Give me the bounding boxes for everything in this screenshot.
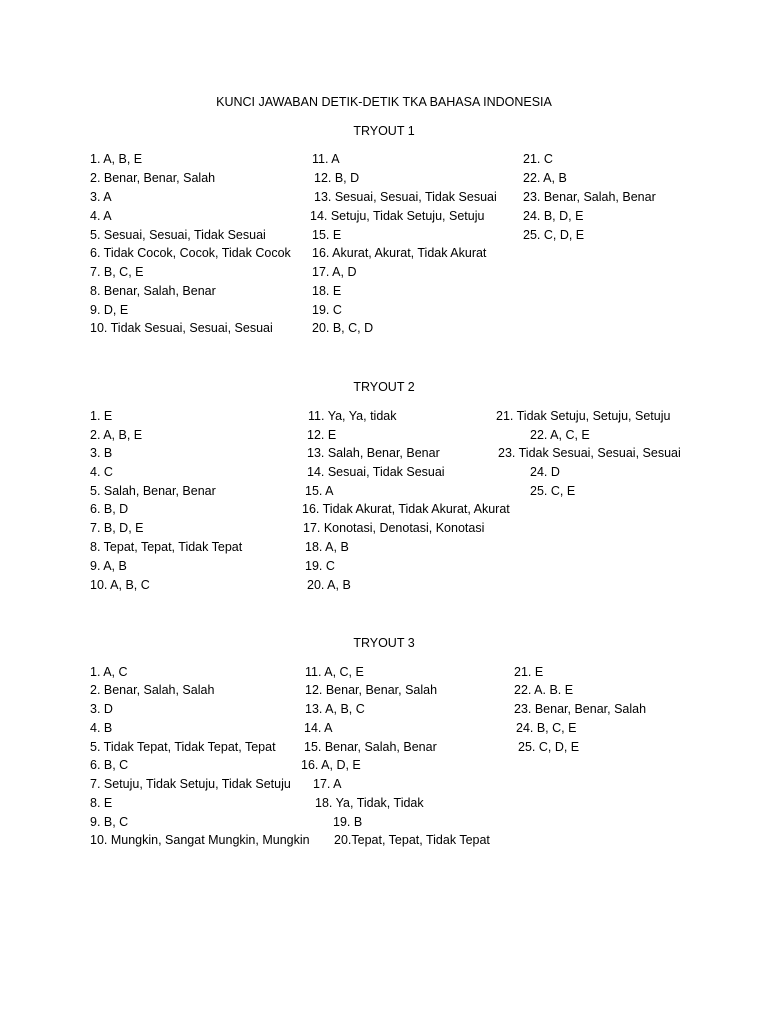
- tryout-3-answer-19: 19. B: [333, 815, 363, 829]
- tryout-3-answer-23: 23. Benar, Benar, Salah: [514, 702, 647, 716]
- tryout-1-answer-19: 19. C: [312, 303, 342, 317]
- tryout-1-answer-3: 3. A: [90, 190, 112, 204]
- tryout-2-answer-21: 21. Tidak Setuju, Setuju, Setuju: [496, 409, 671, 423]
- tryout-3-answer-10: 10. Mungkin, Sangat Mungkin, Mungkin: [90, 833, 310, 847]
- tryout-2-answer-6: 6. B, D: [90, 502, 129, 516]
- tryout-3-answer-13: 13. A, B, C: [305, 702, 365, 716]
- tryout-2-answer-1: 1. E: [90, 409, 113, 423]
- tryout-2-answer-17: 17. Konotasi, Denotasi, Konotasi: [303, 521, 485, 535]
- tryout-1-answer-8: 8. Benar, Salah, Benar: [90, 284, 216, 298]
- tryout-1-answer-15: 15. E: [312, 228, 342, 242]
- tryout-1-answer-10: 10. Tidak Sesuai, Sesuai, Sesuai: [90, 321, 273, 335]
- tryout-2-answer-20: 20. A, B: [307, 578, 351, 592]
- tryout-1-answer-14: 14. Setuju, Tidak Setuju, Setuju: [310, 209, 485, 223]
- tryout-3-answer-22: 22. A. B. E: [514, 683, 574, 697]
- tryout-1-answer-20: 20. B, C, D: [312, 321, 374, 335]
- tryout-3-answer-14: 14. A: [304, 721, 333, 735]
- tryout-1-answer-9: 9. D, E: [90, 303, 129, 317]
- tryout-2-answer-18: 18. A, B: [305, 540, 349, 554]
- tryout-1-answer-11: 11. A: [312, 152, 340, 166]
- tryout-3-answer-20: 20.Tepat, Tepat, Tidak Tepat: [334, 833, 490, 847]
- tryout-3-answer-16: 16. A, D, E: [301, 758, 361, 772]
- tryout-1-answer-18: 18. E: [312, 284, 342, 298]
- tryout-2-answer-2: 2. A, B, E: [90, 428, 143, 442]
- tryout-1-answer-1: 1. A, B, E: [90, 152, 143, 166]
- tryout-3-answer-8: 8. E: [90, 796, 113, 810]
- tryout-3-answer-1: 1. A, C: [90, 665, 128, 679]
- tryout-1-answer-5: 5. Sesuai, Sesuai, Tidak Sesuai: [90, 228, 266, 242]
- tryout-2-answer-16: 16. Tidak Akurat, Tidak Akurat, Akurat: [302, 502, 510, 516]
- tryout-1-answer-24: 24. B, D, E: [523, 209, 584, 223]
- tryout-3-answer-5: 5. Tidak Tepat, Tidak Tepat, Tepat: [90, 740, 276, 754]
- tryout-3-answer-2: 2. Benar, Salah, Salah: [90, 683, 215, 697]
- tryout-2-answer-24: 24. D: [530, 465, 560, 479]
- tryout-2-answer-12: 12. E: [307, 428, 337, 442]
- tryout-2-answer-13: 13. Salah, Benar, Benar: [307, 446, 440, 460]
- tryout-3-heading: TRYOUT 3: [353, 636, 415, 650]
- tryout-1-heading: TRYOUT 1: [353, 124, 415, 138]
- tryout-3-answer-7: 7. Setuju, Tidak Setuju, Tidak Setuju: [90, 777, 291, 791]
- tryout-3-answer-18: 18. Ya, Tidak, Tidak: [315, 796, 424, 810]
- tryout-3-answer-6: 6. B, C: [90, 758, 129, 772]
- tryout-1-answer-6: 6. Tidak Cocok, Cocok, Tidak Cocok: [90, 246, 291, 260]
- tryout-2-answer-25: 25. C, E: [530, 484, 576, 498]
- tryout-3-answer-12: 12. Benar, Benar, Salah: [305, 683, 438, 697]
- tryout-1-answer-17: 17. A, D: [312, 265, 357, 279]
- tryout-1-answer-22: 22. A, B: [523, 171, 567, 185]
- tryout-1-answer-21: 21. C: [523, 152, 553, 166]
- tryout-2-answer-7: 7. B, D, E: [90, 521, 144, 535]
- tryout-3-answer-24: 24. B, C, E: [516, 721, 577, 735]
- tryout-3-answer-11: 11. A, C, E: [305, 665, 364, 679]
- tryout-2-answer-4: 4. C: [90, 465, 113, 479]
- tryout-1-answer-16: 16. Akurat, Akurat, Tidak Akurat: [312, 246, 487, 260]
- tryout-3-answer-17: 17. A: [313, 777, 342, 791]
- document-title: KUNCI JAWABAN DETIK-DETIK TKA BAHASA INDONESIA: [216, 95, 552, 109]
- tryout-2-answer-5: 5. Salah, Benar, Benar: [90, 484, 216, 498]
- tryout-1-answer-25: 25. C, D, E: [523, 228, 585, 242]
- tryout-3-answer-9: 9. B, C: [90, 815, 129, 829]
- tryout-2-answer-15: 15. A: [305, 484, 334, 498]
- tryout-3-answer-4: 4. B: [90, 721, 113, 735]
- tryout-3-answer-15: 15. Benar, Salah, Benar: [304, 740, 437, 754]
- tryout-1-answer-7: 7. B, C, E: [90, 265, 144, 279]
- tryout-1-answer-4: 4. A: [90, 209, 112, 223]
- tryout-1-answer-2: 2. Benar, Benar, Salah: [90, 171, 216, 185]
- tryout-2-answer-3: 3. B: [90, 446, 113, 460]
- tryout-2-answer-8: 8. Tepat, Tepat, Tidak Tepat: [90, 540, 243, 554]
- tryout-1-answer-13: 13. Sesuai, Sesuai, Tidak Sesuai: [314, 190, 497, 204]
- tryout-2-answer-10: 10. A, B, C: [90, 578, 150, 592]
- tryout-2-answer-23: 23. Tidak Sesuai, Sesuai, Sesuai: [498, 446, 681, 460]
- tryout-2-heading: TRYOUT 2: [353, 380, 415, 394]
- tryout-1-answer-23: 23. Benar, Salah, Benar: [523, 190, 656, 204]
- tryout-1-answer-12: 12. B, D: [314, 171, 360, 185]
- tryout-2-answer-11: 11. Ya, Ya, tidak: [308, 409, 397, 423]
- tryout-2-answer-22: 22. A, C, E: [530, 428, 590, 442]
- tryout-3-answer-21: 21. E: [514, 665, 544, 679]
- tryout-3-answer-25: 25. C, D, E: [518, 740, 580, 754]
- tryout-3-answer-3: 3. D: [90, 702, 113, 716]
- tryout-2-answer-14: 14. Sesuai, Tidak Sesuai: [307, 465, 445, 479]
- tryout-2-answer-9: 9. A, B: [90, 559, 127, 573]
- tryout-2-answer-19: 19. C: [305, 559, 335, 573]
